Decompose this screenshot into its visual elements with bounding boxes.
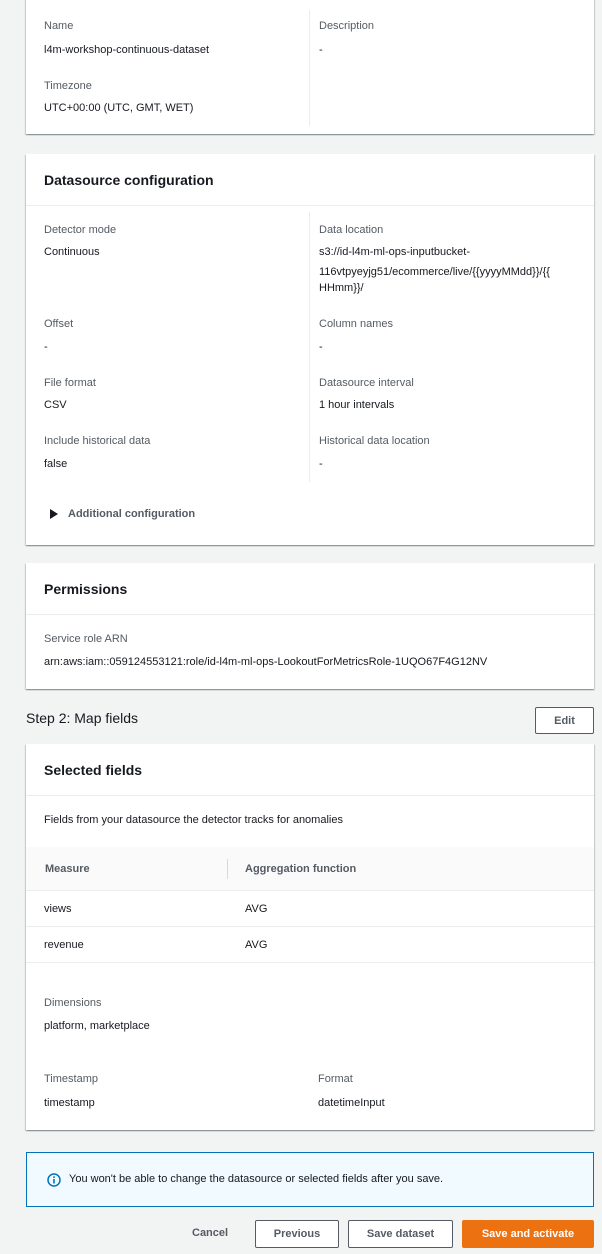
additional-configuration-toggle[interactable] — [50, 506, 195, 522]
dimensions-value: platform, marketplace — [44, 1020, 150, 1032]
description-value: - — [319, 44, 323, 56]
aggregation-column-header[interactable]: Aggregation function — [245, 863, 357, 875]
column-divider — [227, 859, 228, 879]
aggregation-cell: AVG — [245, 939, 268, 951]
historical-location-label: Historical data location — [319, 435, 430, 447]
file-format-value: CSV — [44, 399, 67, 411]
permissions-title: Permissions — [44, 581, 128, 597]
datasource-title: Datasource configuration — [44, 172, 214, 188]
step-2-title: Step 2: Map fields — [26, 710, 139, 726]
data-location-line-3: HHmm}}/ — [319, 282, 364, 294]
fields-table-header — [26, 847, 594, 891]
offset-value: - — [44, 341, 48, 353]
column-divider — [309, 10, 310, 126]
detector-mode-value: Continuous — [44, 246, 100, 258]
measure-cell: revenue — [44, 939, 84, 951]
data-location-line-1: s3://id-l4m-ml-ops-inputbucket- — [319, 246, 470, 258]
name-value: l4m-workshop-continuous-dataset — [44, 44, 210, 56]
offset-label: Offset — [44, 318, 74, 330]
measure-column-header[interactable]: Measure — [45, 863, 90, 875]
table-row — [26, 927, 594, 963]
save-dataset-button[interactable]: Save dataset — [348, 1220, 453, 1248]
selected-fields-header — [26, 744, 594, 796]
save-and-activate-button[interactable]: Save and activate — [462, 1220, 594, 1248]
measure-cell: views — [44, 903, 72, 915]
previous-button[interactable]: Previous — [255, 1220, 339, 1248]
table-row — [26, 891, 594, 927]
selected-fields-description: Fields from your datasource the detector tracks for anomalies — [44, 814, 343, 826]
service-role-label: Service role ARN — [44, 633, 128, 645]
permissions-header — [26, 563, 594, 615]
timestamp-value: timestamp — [44, 1097, 95, 1109]
dataset-details-panel — [26, 0, 594, 134]
name-label: Name — [44, 20, 74, 32]
format-label: Format — [318, 1073, 353, 1085]
timezone-value: UTC+00:00 (UTC, GMT, WET) — [44, 102, 194, 114]
historical-data-value: false — [44, 458, 68, 470]
datasource-header — [26, 154, 594, 206]
detector-mode-label: Detector mode — [44, 224, 117, 236]
selected-fields-panel — [26, 744, 594, 1130]
column-names-value: - — [319, 341, 323, 353]
timezone-label: Timezone — [44, 80, 92, 92]
service-role-value: arn:aws:iam::059124553121:role/id-l4m-ml-ops-LookoutForMetricsRole-1UQO67F4G12NV — [44, 656, 488, 668]
historical-data-label: Include historical data — [44, 435, 151, 447]
column-divider — [309, 212, 310, 482]
column-names-label: Column names — [319, 318, 393, 330]
alert-message: You won't be able to change the datasource or selected fields after you save. — [69, 1173, 444, 1185]
aggregation-cell: AVG — [245, 903, 268, 915]
cancel-button[interactable]: Cancel — [192, 1227, 229, 1239]
dimensions-label: Dimensions — [44, 997, 102, 1009]
caret-right-icon — [50, 509, 58, 519]
datasource-interval-value: 1 hour intervals — [319, 399, 395, 411]
format-value: datetimeInput — [318, 1097, 385, 1109]
description-label: Description — [319, 20, 375, 32]
info-alert — [26, 1152, 594, 1207]
data-location-line-2: 116vtpyeyjg51/ecommerce/live/{{yyyyMMdd}}/{{ — [319, 266, 550, 278]
data-location-label: Data location — [319, 224, 384, 236]
datasource-interval-label: Datasource interval — [319, 377, 414, 389]
permissions-panel — [26, 563, 594, 689]
additional-configuration-label: Additional configuration — [68, 508, 196, 520]
edit-button[interactable]: Edit — [535, 707, 594, 734]
datasource-configuration-panel — [26, 154, 594, 545]
file-format-label: File format — [44, 377, 96, 389]
info-icon — [47, 1173, 61, 1187]
timestamp-label: Timestamp — [44, 1073, 98, 1085]
selected-fields-title: Selected fields — [44, 762, 143, 778]
historical-location-value: - — [319, 458, 323, 470]
